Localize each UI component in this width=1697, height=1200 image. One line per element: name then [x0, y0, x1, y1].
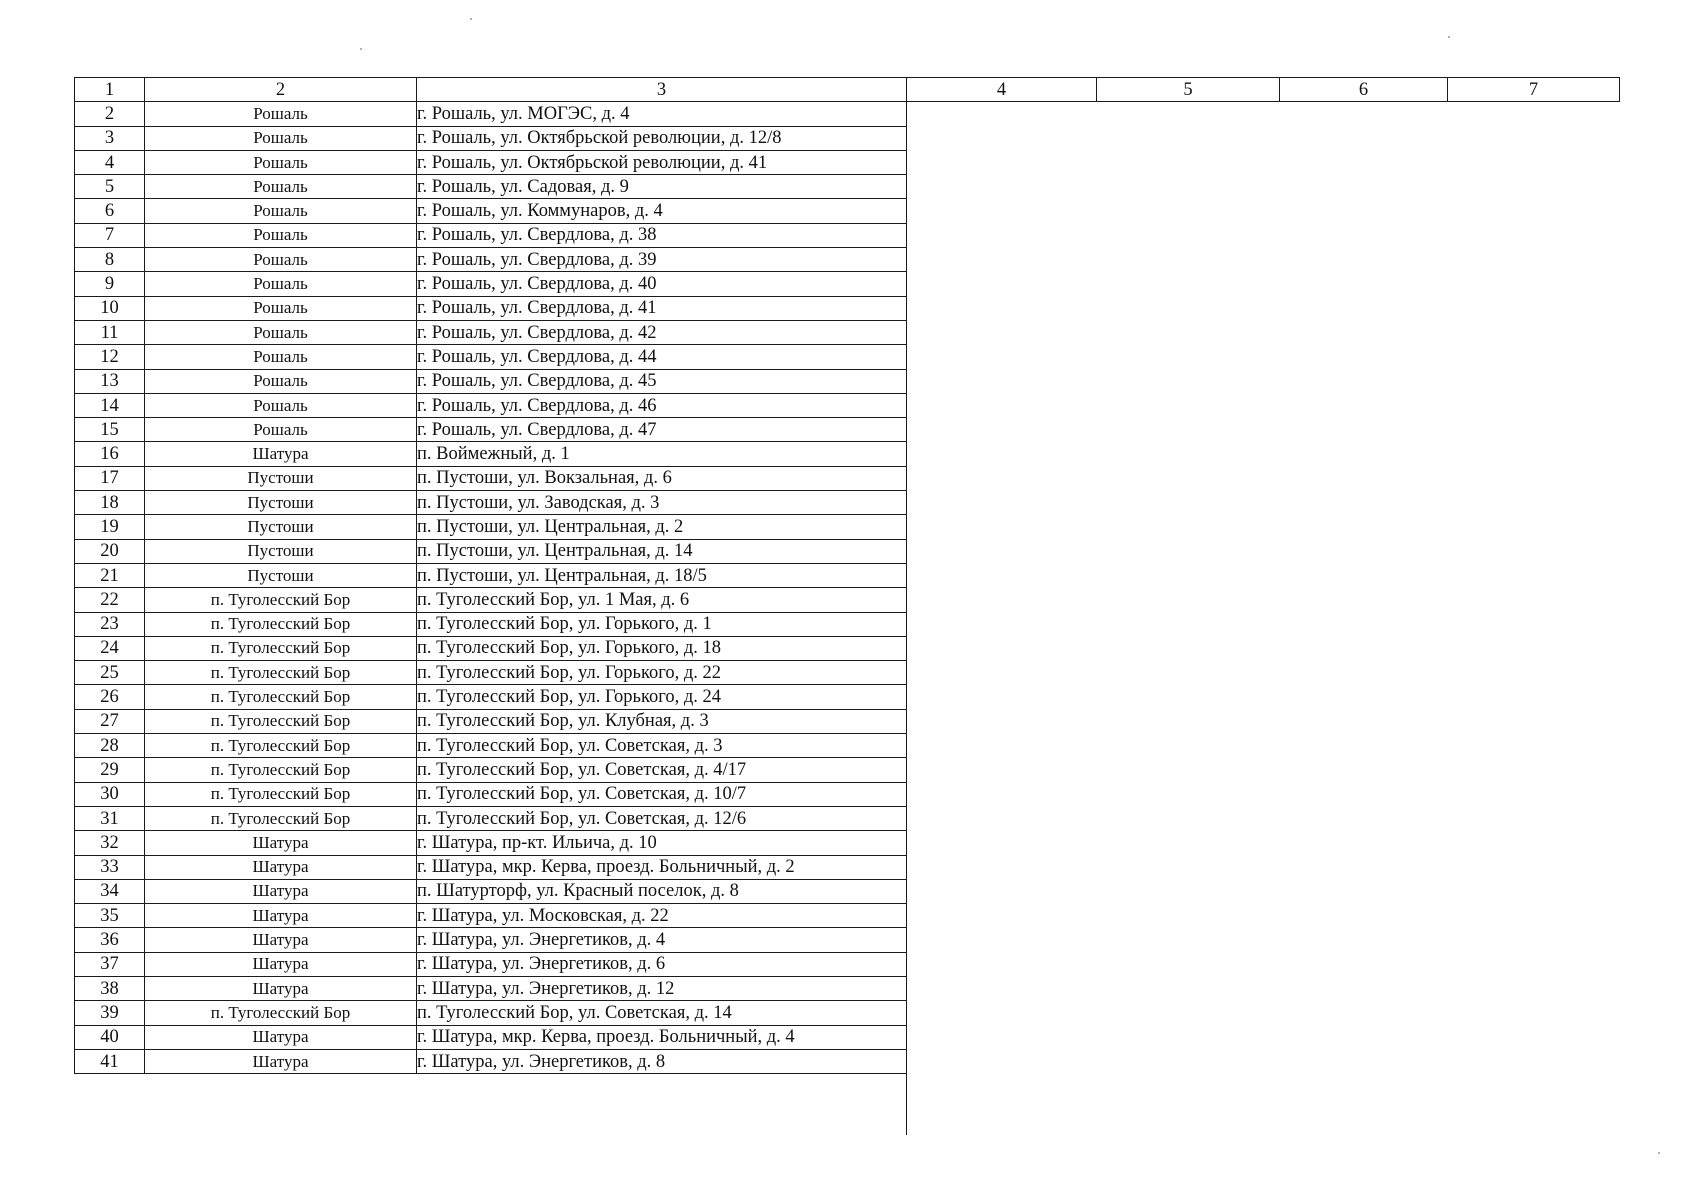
- locality-cell: Рошаль: [145, 223, 417, 247]
- row-number: 32: [75, 831, 145, 855]
- row-number: 35: [75, 904, 145, 928]
- address-cell: г. Рошаль, ул. Свердлова, д. 39: [417, 248, 907, 272]
- address-cell: г. Рошаль, ул. Свердлова, д. 47: [417, 418, 907, 442]
- address-cell: п. Туголесский Бор, ул. Клубная, д. 3: [417, 709, 907, 733]
- scan-speck: [360, 48, 362, 50]
- row-number: 10: [75, 296, 145, 320]
- address-cell: г. Рошаль, ул. Свердлова, д. 45: [417, 369, 907, 393]
- locality-cell: п. Туголесский Бор: [145, 709, 417, 733]
- row-number: 39: [75, 1001, 145, 1025]
- locality-cell: п. Туголесский Бор: [145, 758, 417, 782]
- column-header-1: 1: [75, 78, 145, 102]
- row-number: 9: [75, 272, 145, 296]
- address-cell: п. Туголесский Бор, ул. Советская, д. 3: [417, 734, 907, 758]
- address-cell: п. Туголесский Бор, ул. Горького, д. 24: [417, 685, 907, 709]
- row-number: 16: [75, 442, 145, 466]
- empty-columns-area: [906, 102, 1624, 1135]
- row-number: 37: [75, 952, 145, 976]
- address-cell: п. Туголесский Бор, ул. 1 Мая, д. 6: [417, 588, 907, 612]
- locality-cell: Пустоши: [145, 466, 417, 490]
- locality-cell: п. Туголесский Бор: [145, 612, 417, 636]
- locality-cell: Шатура: [145, 928, 417, 952]
- row-number: 2: [75, 102, 145, 126]
- address-cell: г. Шатура, ул. Энергетиков, д. 4: [417, 928, 907, 952]
- address-cell: г. Шатура, пр-кт. Ильича, д. 10: [417, 831, 907, 855]
- locality-cell: Шатура: [145, 1025, 417, 1049]
- address-cell: п. Воймежный, д. 1: [417, 442, 907, 466]
- column-header-3: 3: [417, 78, 907, 102]
- locality-cell: Шатура: [145, 1049, 417, 1073]
- address-cell: п. Туголесский Бор, ул. Советская, д. 4/17: [417, 758, 907, 782]
- row-number: 26: [75, 685, 145, 709]
- row-number: 5: [75, 175, 145, 199]
- row-number: 14: [75, 393, 145, 417]
- column-header-4: 4: [907, 78, 1097, 102]
- address-cell: г. Рошаль, ул. МОГЭС, д. 4: [417, 102, 907, 126]
- locality-cell: п. Туголесский Бор: [145, 661, 417, 685]
- address-cell: п. Туголесский Бор, ул. Горького, д. 22: [417, 661, 907, 685]
- locality-cell: Рошаль: [145, 296, 417, 320]
- locality-cell: Рошаль: [145, 369, 417, 393]
- column-number-row: [75, 78, 1620, 102]
- address-cell: п. Туголесский Бор, ул. Горького, д. 18: [417, 636, 907, 660]
- locality-cell: Рошаль: [145, 393, 417, 417]
- locality-cell: п. Туголесский Бор: [145, 636, 417, 660]
- row-number: 18: [75, 491, 145, 515]
- column-header-6: 6: [1280, 78, 1448, 102]
- address-cell: г. Шатура, ул. Энергетиков, д. 8: [417, 1049, 907, 1073]
- row-number: 23: [75, 612, 145, 636]
- row-number: 36: [75, 928, 145, 952]
- row-number: 8: [75, 248, 145, 272]
- column-header-7: 7: [1448, 78, 1620, 102]
- locality-cell: Шатура: [145, 952, 417, 976]
- row-number: 28: [75, 734, 145, 758]
- address-cell: п. Пустоши, ул. Центральная, д. 14: [417, 539, 907, 563]
- locality-cell: Шатура: [145, 831, 417, 855]
- row-number: 41: [75, 1049, 145, 1073]
- row-number: 27: [75, 709, 145, 733]
- address-cell: г. Рошаль, ул. Свердлова, д. 42: [417, 320, 907, 344]
- address-cell: г. Рошаль, ул. Садовая, д. 9: [417, 175, 907, 199]
- row-number: 25: [75, 661, 145, 685]
- locality-cell: Шатура: [145, 976, 417, 1000]
- locality-cell: п. Туголесский Бор: [145, 734, 417, 758]
- row-number: 30: [75, 782, 145, 806]
- locality-cell: п. Туголесский Бор: [145, 782, 417, 806]
- row-number: 34: [75, 879, 145, 903]
- address-cell: п. Туголесский Бор, ул. Советская, д. 10/7: [417, 782, 907, 806]
- row-number: 33: [75, 855, 145, 879]
- locality-cell: Рошаль: [145, 150, 417, 174]
- row-number: 40: [75, 1025, 145, 1049]
- locality-cell: Рошаль: [145, 345, 417, 369]
- locality-cell: Шатура: [145, 442, 417, 466]
- row-number: 12: [75, 345, 145, 369]
- row-number: 31: [75, 806, 145, 830]
- address-cell: г. Рошаль, ул. Октябрьской революции, д. 41: [417, 150, 907, 174]
- address-cell: г. Шатура, ул. Энергетиков, д. 12: [417, 976, 907, 1000]
- row-number: 17: [75, 466, 145, 490]
- row-number: 22: [75, 588, 145, 612]
- locality-cell: Рошаль: [145, 272, 417, 296]
- row-number: 19: [75, 515, 145, 539]
- locality-cell: Рошаль: [145, 320, 417, 344]
- locality-cell: Рошаль: [145, 126, 417, 150]
- address-cell: г. Рошаль, ул. Свердлова, д. 46: [417, 393, 907, 417]
- locality-cell: Шатура: [145, 904, 417, 928]
- row-number: 11: [75, 320, 145, 344]
- column-header-5: 5: [1097, 78, 1280, 102]
- address-cell: п. Туголесский Бор, ул. Советская, д. 14: [417, 1001, 907, 1025]
- locality-cell: п. Туголесский Бор: [145, 806, 417, 830]
- address-cell: п. Пустоши, ул. Центральная, д. 2: [417, 515, 907, 539]
- address-cell: п. Шатурторф, ул. Красный поселок, д. 8: [417, 879, 907, 903]
- address-cell: п. Туголесский Бор, ул. Советская, д. 12/6: [417, 806, 907, 830]
- address-cell: г. Шатура, ул. Московская, д. 22: [417, 904, 907, 928]
- locality-cell: Шатура: [145, 855, 417, 879]
- address-cell: г. Рошаль, ул. Коммунаров, д. 4: [417, 199, 907, 223]
- row-number: 38: [75, 976, 145, 1000]
- row-number: 13: [75, 369, 145, 393]
- scan-speck: [1658, 1152, 1660, 1154]
- scan-speck: [470, 18, 472, 20]
- locality-cell: п. Туголесский Бор: [145, 685, 417, 709]
- locality-cell: Пустоши: [145, 563, 417, 587]
- row-number: 7: [75, 223, 145, 247]
- row-number: 24: [75, 636, 145, 660]
- locality-cell: Рошаль: [145, 102, 417, 126]
- address-cell: г. Рошаль, ул. Свердлова, д. 44: [417, 345, 907, 369]
- row-number: 29: [75, 758, 145, 782]
- address-cell: г. Шатура, мкр. Керва, проезд. Больничный, д. 2: [417, 855, 907, 879]
- locality-cell: п. Туголесский Бор: [145, 1001, 417, 1025]
- address-cell: п. Туголесский Бор, ул. Горького, д. 1: [417, 612, 907, 636]
- locality-cell: Рошаль: [145, 199, 417, 223]
- address-cell: г. Рошаль, ул. Свердлова, д. 38: [417, 223, 907, 247]
- row-number: 4: [75, 150, 145, 174]
- row-number: 15: [75, 418, 145, 442]
- locality-cell: Шатура: [145, 879, 417, 903]
- row-number: 20: [75, 539, 145, 563]
- locality-cell: Рошаль: [145, 175, 417, 199]
- row-number: 21: [75, 563, 145, 587]
- locality-cell: Пустоши: [145, 491, 417, 515]
- locality-cell: п. Туголесский Бор: [145, 588, 417, 612]
- locality-cell: Рошаль: [145, 418, 417, 442]
- address-cell: г. Шатура, мкр. Керва, проезд. Больничный, д. 4: [417, 1025, 907, 1049]
- address-cell: п. Пустоши, ул. Заводская, д. 3: [417, 491, 907, 515]
- row-number: 6: [75, 199, 145, 223]
- column-header-2: 2: [145, 78, 417, 102]
- address-cell: п. Пустоши, ул. Центральная, д. 18/5: [417, 563, 907, 587]
- address-cell: п. Пустоши, ул. Вокзальная, д. 6: [417, 466, 907, 490]
- address-cell: г. Рошаль, ул. Октябрьской революции, д. 12/8: [417, 126, 907, 150]
- row-number: 3: [75, 126, 145, 150]
- locality-cell: Пустоши: [145, 539, 417, 563]
- address-cell: г. Шатура, ул. Энергетиков, д. 6: [417, 952, 907, 976]
- locality-cell: Пустоши: [145, 515, 417, 539]
- address-cell: г. Рошаль, ул. Свердлова, д. 41: [417, 296, 907, 320]
- scan-speck: [1448, 36, 1450, 38]
- locality-cell: Рошаль: [145, 248, 417, 272]
- address-cell: г. Рошаль, ул. Свердлова, д. 40: [417, 272, 907, 296]
